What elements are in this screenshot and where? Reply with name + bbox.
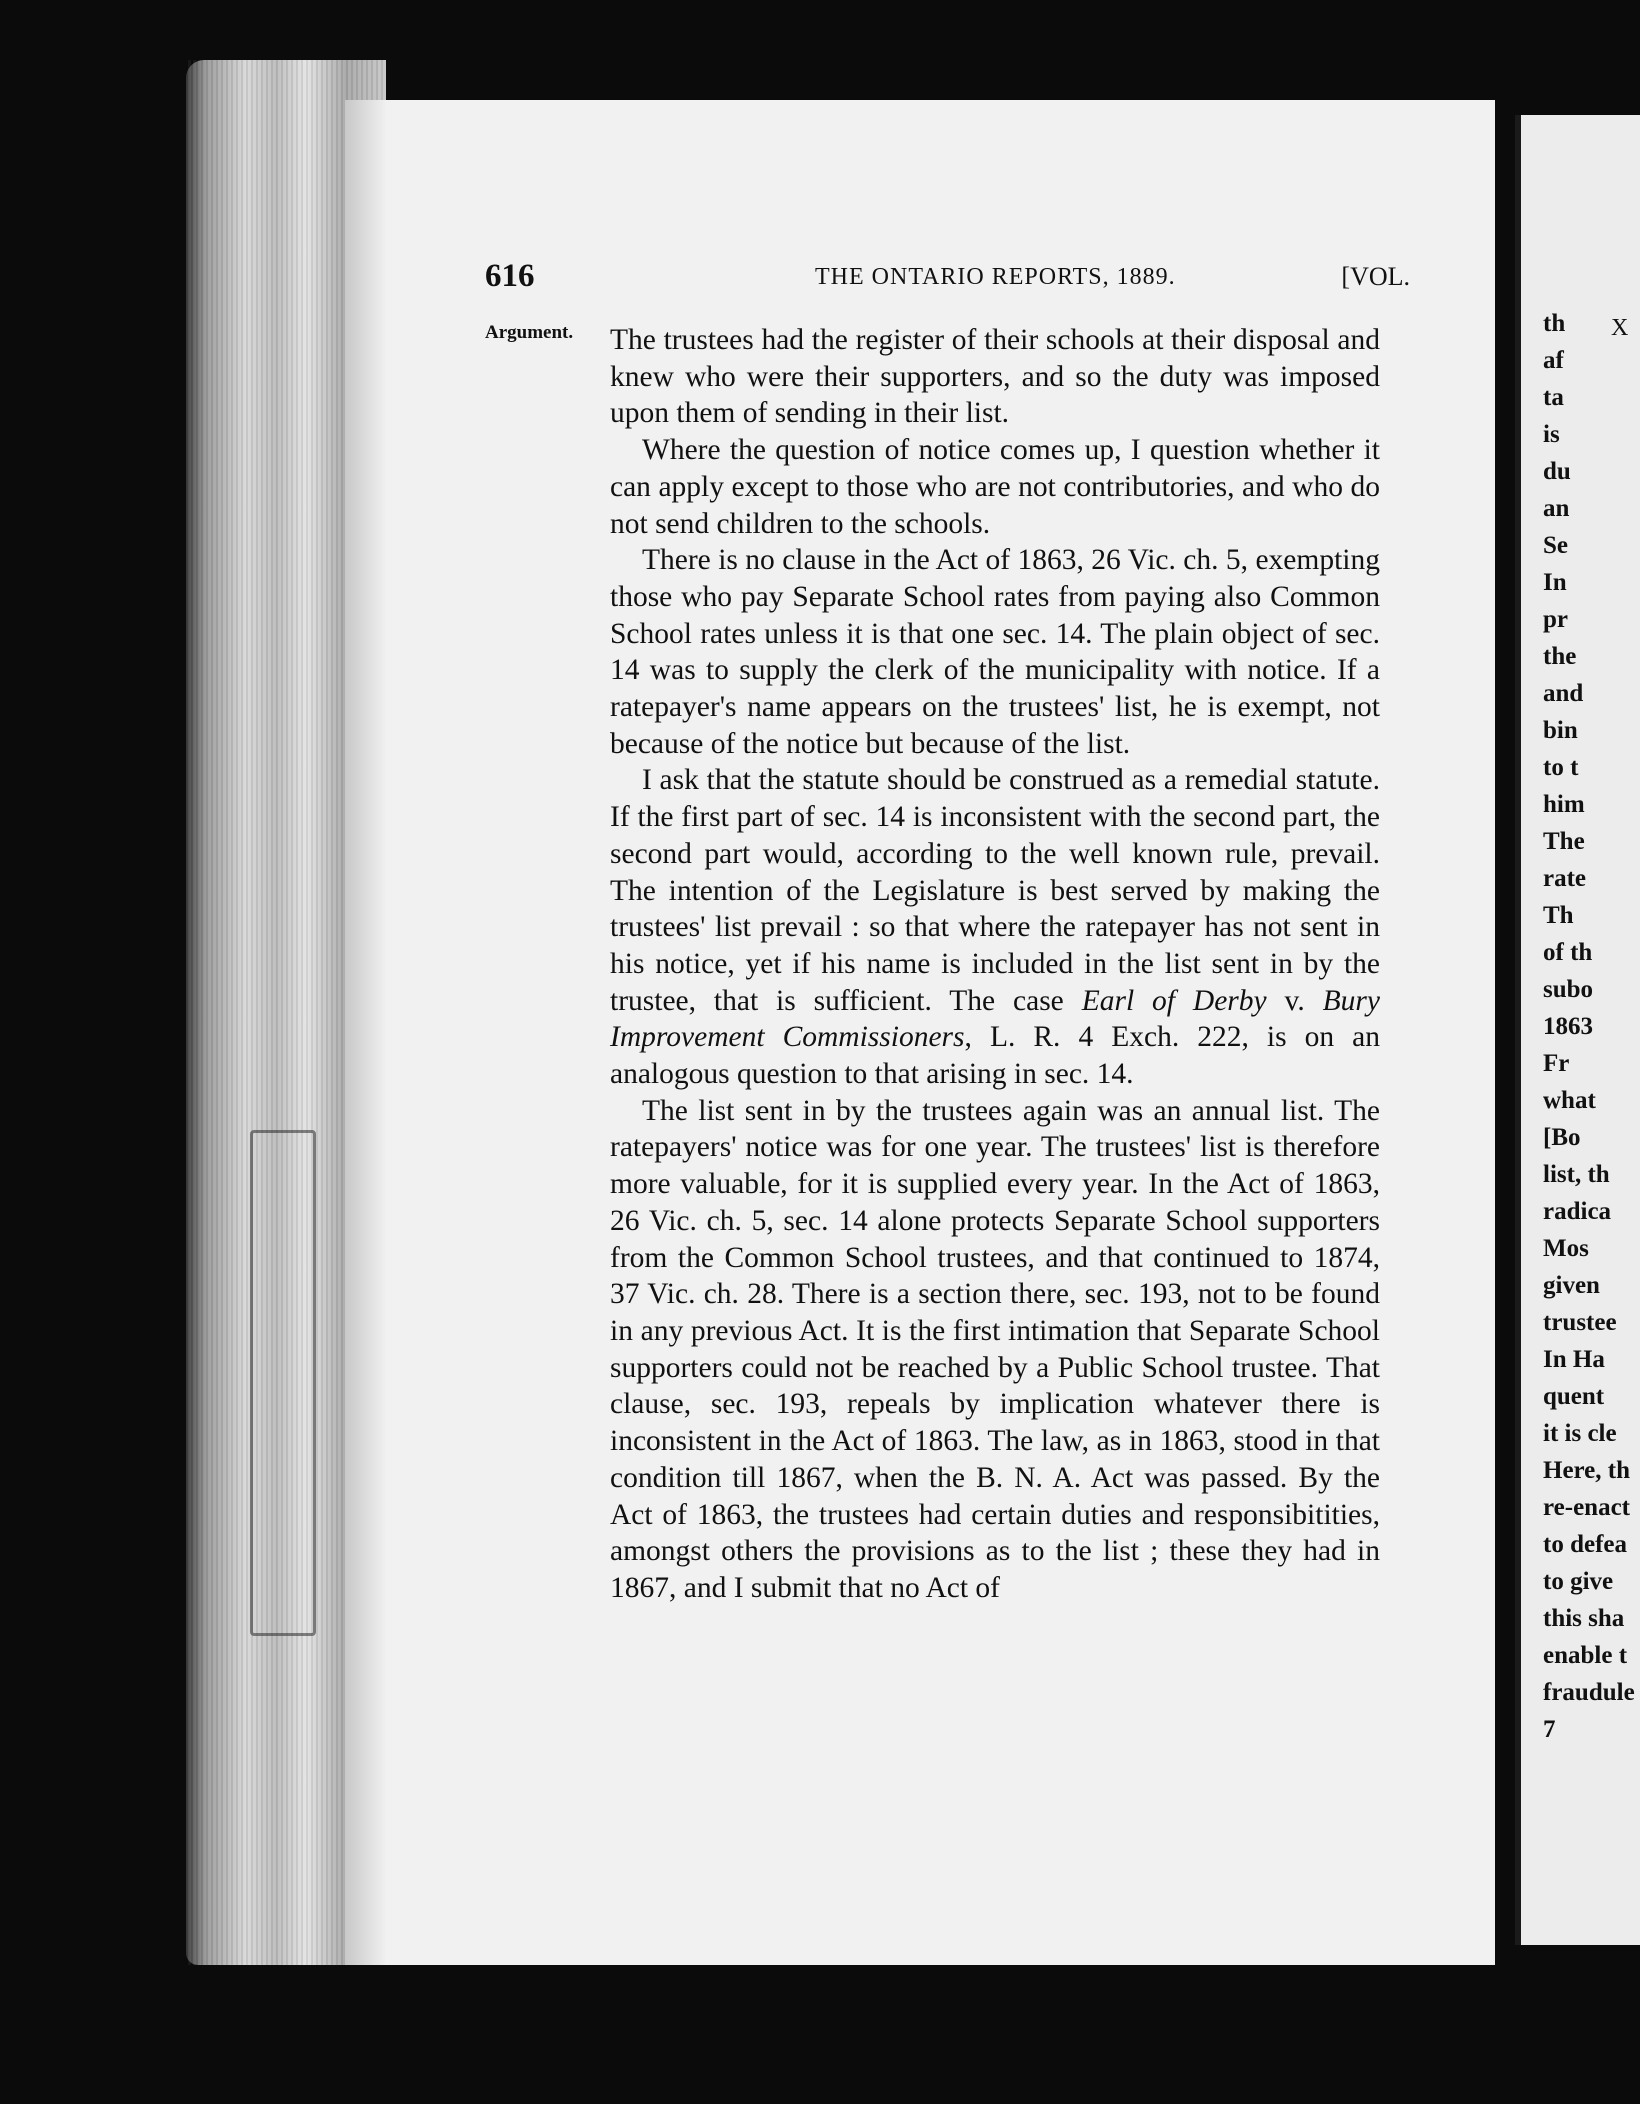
facing-page-line: subo [1543, 976, 1594, 1003]
facing-page-line: In Ha [1543, 1346, 1605, 1373]
facing-page-line: Here, th [1543, 1457, 1631, 1484]
facing-page-line: the [1543, 643, 1577, 670]
facing-page-line: Mos [1543, 1235, 1589, 1262]
facing-page-line: du [1543, 458, 1571, 485]
facing-page-line: and [1543, 680, 1584, 707]
paragraph: The trustees had the register of their schools at their disposal and knew who were their supporters, and so the duty was imposed upon them of sending in their list. [610, 324, 1380, 430]
page-number: 616 [485, 258, 535, 294]
paragraph: I ask that the statute should be construed as a remedial statute. If the first part of sec. 14 is inconsistent with the second part, the second part would, according to the well known rule, prevail. The intention of the Legislature is best served by making the trustees' list prevail : so that where the ratepayer has not sent in his notice, yet if his name is included in the list sent in by the trustee, that is sufficient. The case Earl of Derby v. Bury Improvement Commissioners, L. R. 4 Exch. 222, is on an analogous question to that arising in sec. 14. [610, 764, 1380, 1091]
facing-page-line: to defea [1543, 1531, 1627, 1558]
facing-page-line: list, th [1543, 1161, 1610, 1188]
facing-page-line: af [1543, 347, 1564, 374]
facing-page-line: it is cle [1543, 1420, 1617, 1447]
paragraph: The list sent in by the trustees again was an annual list. The ratepayers' notice was for one year. The trustees' list is therefore more valuable, for it is supplied every year. In the Act of 1863, 26 Vic. ch. 5, sec. 14 alone protects Separate School supporters from the Common School trustees, and that continued to 1874, 37 Vic. ch. 28. There is a section there, sec. 193, not to be found in any previous Act. It is the first intimation that Separate School supporters could not be reached by a Public School trustee. That clause, sec. 193, repeals by implication whatever there is inconsistent in the Act of 1863. The law, as in 1863, stood in that condition till 1867, when the B. N. A. Act was passed. By the Act of 1863, the trustees had certain duties and responsibitities, amongst others the provisions as to the list ; these they had in 1867, and I submit that no Act of [610, 1094, 1380, 1604]
facing-page-line: is [1543, 421, 1560, 448]
book-page [345, 100, 1495, 1965]
facing-page-line: Th [1543, 902, 1574, 929]
margin-label: Argument. [485, 322, 574, 343]
facing-page-text [1543, 305, 1635, 1748]
facing-page-line: ta [1543, 384, 1564, 411]
facing-page-line: [Bo [1543, 1124, 1581, 1151]
facing-page-line: him [1543, 791, 1585, 818]
facing-page-line: trustee [1543, 1309, 1617, 1336]
facing-page-line: radica [1543, 1198, 1612, 1225]
facing-page-line: In [1543, 569, 1567, 596]
paragraph: There is no clause in the Act of 1863, 26 Vic. ch. 5, exempting those who pay Separate School rates from paying also Common School rates unless it is that one sec. 14. The plain object of sec. 14 was to supply the clerk of the municipality with notice. If a ratepayer's name appears on the trustees' list, he is exempt, not because of the notice but because of the list. [610, 544, 1380, 760]
facing-page-line: an [1543, 495, 1570, 522]
facing-page-line: what [1543, 1087, 1596, 1114]
facing-page-line: given [1543, 1272, 1600, 1299]
facing-page-line: re-enact [1543, 1494, 1630, 1521]
facing-page-header: X [1611, 315, 1629, 341]
facing-page-line: Se [1543, 532, 1568, 559]
facing-page-line: The [1543, 828, 1585, 855]
facing-page-line: 7 [1543, 1716, 1556, 1743]
paragraph: Where the question of notice comes up, I question whether it can apply except to those who are not contributories, and who do not send children to the schools. [610, 434, 1380, 540]
facing-page-line: 1863 [1543, 1013, 1593, 1040]
facing-page-line: this sha [1543, 1605, 1625, 1632]
running-head: THE ONTARIO REPORTS, 1889. [815, 264, 1176, 290]
facing-page-line: enable t [1543, 1642, 1628, 1669]
page-header [485, 258, 1410, 298]
body-text [610, 322, 1380, 1607]
facing-page-line: pr [1543, 606, 1568, 633]
library-stamp [250, 1130, 316, 1636]
facing-page-line: th [1543, 310, 1566, 337]
facing-page-line: rate [1543, 865, 1587, 892]
facing-page-line: to give [1543, 1568, 1614, 1595]
facing-page-line: bin [1543, 717, 1578, 744]
volume-mark: [VOL. [1341, 262, 1410, 291]
facing-page-line: quent [1543, 1383, 1605, 1410]
facing-page-line: to t [1543, 754, 1579, 781]
facing-page-line: fraudule [1543, 1679, 1635, 1706]
facing-page-line: Fr [1543, 1050, 1570, 1077]
facing-page-line: of th [1543, 939, 1593, 966]
facing-page [1515, 115, 1640, 1945]
